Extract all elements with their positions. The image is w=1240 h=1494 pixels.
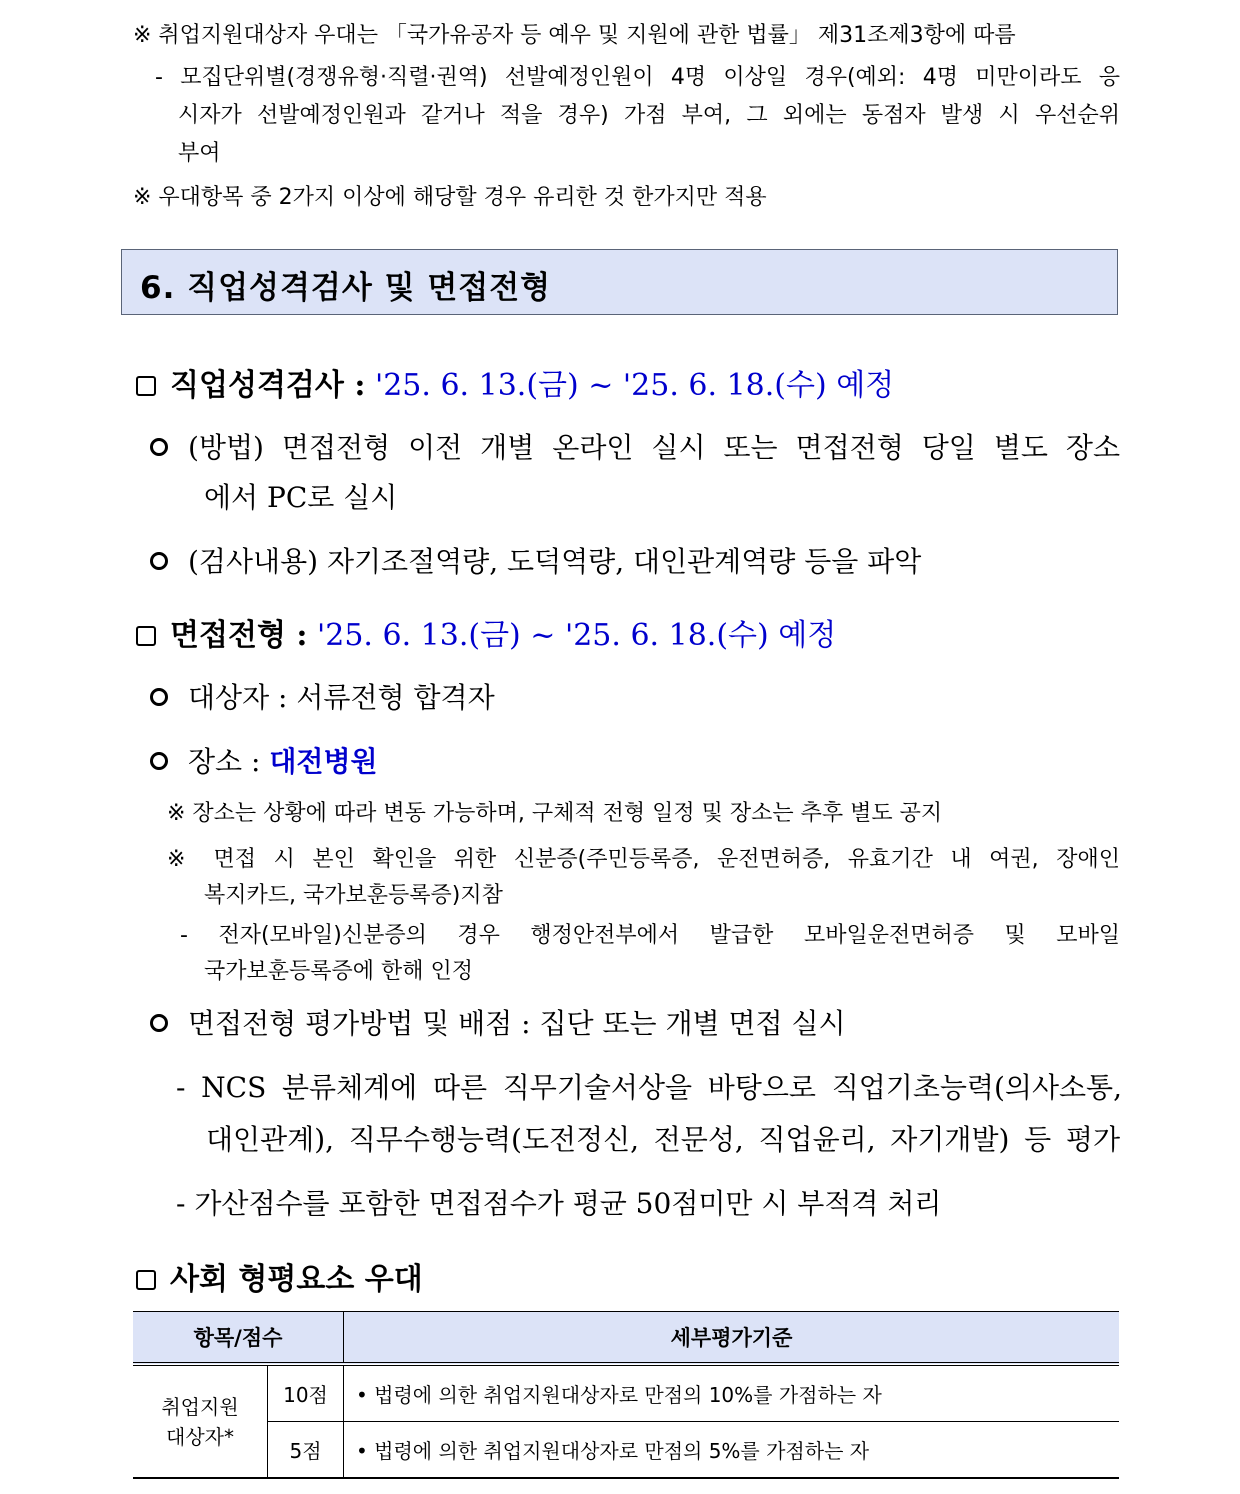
interview-score-rule: - 가산점수를 포함한 면접점수가 평균 50점미만 시 부적격 처리 xyxy=(176,1187,942,1220)
interview-target-text: 대상자 : 서류전형 합격자 xyxy=(188,681,495,714)
score-cell: 5점 xyxy=(268,1422,344,1479)
circle-bullet-icon xyxy=(150,438,168,456)
category-line1: 취업지원 xyxy=(161,1394,239,1419)
interview-note-id-line2: 복지카드, 국가보훈등록증)지참 xyxy=(204,883,503,908)
section-title: 6. 직업성격검사 및 면접전형 xyxy=(140,270,552,306)
interview-place-label: 장소 : xyxy=(188,745,261,778)
personality-method-line2: 에서 PC로 실시 xyxy=(204,481,398,514)
personality-method-line1 xyxy=(150,426,1120,466)
interview-note-id-line1: ※ 면접 시 본인 확인을 위한 신분증(주민등록증, 운전면허증, 유효기간 내 여권, 장애인 xyxy=(167,847,1120,872)
table-row xyxy=(133,1422,1119,1479)
circle-bullet-icon xyxy=(150,1014,168,1032)
personality-content xyxy=(150,540,921,580)
checkbox-square-icon xyxy=(136,376,156,396)
interview-ncs-line1: - NCS 분류체계에 따른 직무기술서상을 바탕으로 직업기초능력(의사소통, xyxy=(176,1071,1122,1104)
interview-target xyxy=(150,676,495,716)
circle-bullet-icon xyxy=(150,752,168,770)
personality-content-text: (검사내용) 자기조절역량, 도덕역량, 대인관계역량 등을 파악 xyxy=(188,545,922,578)
interview-note-place: ※ 장소는 상황에 따라 변동 가능하며, 구체적 전형 일정 및 장소는 추후 별도 공지 xyxy=(167,801,943,826)
category-cell xyxy=(133,1364,268,1478)
category-line2: 대상자* xyxy=(166,1424,234,1449)
checkbox-square-icon xyxy=(136,1270,156,1290)
bonus-score-table xyxy=(133,1311,1119,1479)
social-equity-heading xyxy=(136,1254,423,1298)
personality-test-heading xyxy=(136,360,894,404)
interview-note-mobile-line2: 국가보훈등록증에 한해 인정 xyxy=(204,959,474,984)
personality-test-date: '25. 6. 13.(금) ~ '25. 6. 18.(수) 예정 xyxy=(374,368,895,403)
section-header-box xyxy=(121,249,1118,315)
detail-cell: • 법령에 의한 취업지원대상자로 만점의 5%를 가점하는 자 xyxy=(344,1422,1120,1479)
social-equity-label: 사회 형평요소 우대 xyxy=(170,1262,423,1297)
personality-test-label: 직업성격검사 : xyxy=(170,368,366,403)
interview-place-value: 대전병원 xyxy=(269,745,378,778)
interview-place xyxy=(150,740,378,780)
interview-eval-text: 면접전형 평가방법 및 배점 : 집단 또는 개별 면접 실시 xyxy=(188,1007,846,1040)
interview-label: 면접전형 : xyxy=(170,618,308,653)
table-header-row xyxy=(133,1312,1119,1365)
note-bonus-condition-line3: 부여 xyxy=(178,141,221,166)
interview-eval-method xyxy=(150,1002,846,1042)
interview-ncs-line2: 대인관계), 직무수행능력(도전정신, 전문성, 직업윤리, 자기개발) 등 평가 xyxy=(206,1123,1120,1156)
interview-heading xyxy=(136,610,836,654)
note-bonus-condition-line1: - 모집단위별(경쟁유형·직렬·권역) 선발예정인원이 4명 이상일 경우(예외: 4명 미만이라도 응 xyxy=(155,65,1120,90)
score-cell: 10점 xyxy=(268,1364,344,1422)
checkbox-square-icon xyxy=(136,626,156,646)
table-row xyxy=(133,1364,1119,1422)
interview-date: '25. 6. 13.(금) ~ '25. 6. 18.(수) 예정 xyxy=(317,618,837,653)
note-veterans-law: ※ 취업지원대상자 우대는 「국가유공자 등 예우 및 지원에 관한 법률」 제31조제3항에 따름 xyxy=(133,23,1016,48)
detail-cell: • 법령에 의한 취업지원대상자로 만점의 10%를 가점하는 자 xyxy=(344,1364,1120,1422)
interview-note-mobile-line1: - 전자(모바일)신분증의 경우 행정안전부에서 발급한 모바일운전면허증 및 모바일 xyxy=(180,923,1120,948)
circle-bullet-icon xyxy=(150,688,168,706)
header-detail-criteria: 세부평가기준 xyxy=(344,1312,1120,1365)
note-bonus-condition-line2: 시자가 선발예정인원과 같거나 적을 경우) 가점 부여, 그 외에는 동점자 발생 시 우선순위 xyxy=(178,103,1120,128)
circle-bullet-icon xyxy=(150,552,168,570)
header-item-score: 항목/점수 xyxy=(133,1312,344,1365)
note-single-benefit: ※ 우대항목 중 2가지 이상에 해당할 경우 유리한 것 한가지만 적용 xyxy=(133,185,767,210)
personality-method-text: (방법) 면접전형 이전 개별 온라인 실시 또는 면접전형 당일 별도 장소 xyxy=(188,431,1120,464)
